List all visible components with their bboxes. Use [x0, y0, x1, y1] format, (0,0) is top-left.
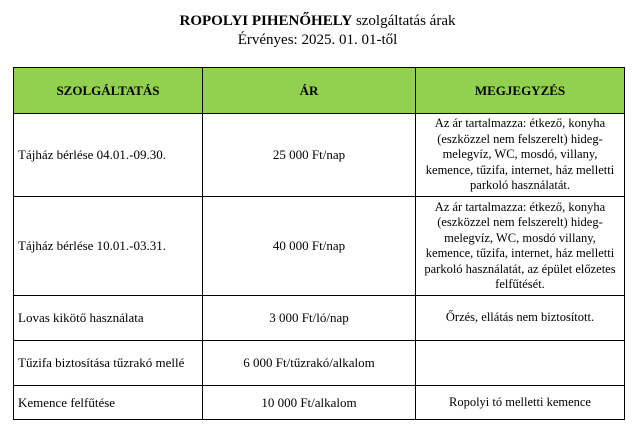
column-header-price: ÁR	[203, 68, 416, 114]
price-cell: 40 000 Ft/nap	[203, 197, 416, 296]
price-cell: 25 000 Ft/nap	[203, 114, 416, 197]
validity-date: Érvényes: 2025. 01. 01-től	[237, 32, 398, 48]
note-cell	[416, 341, 625, 386]
price-cell: 10 000 Ft/alkalom	[203, 386, 416, 420]
page-title-rest: szolgáltatás árak	[352, 13, 456, 29]
service-cell: Lovas kikötő használata	[14, 296, 203, 341]
page-title-bold: ROPOLYI PIHENŐHELY	[179, 13, 353, 29]
table-header-row	[14, 68, 625, 114]
note-cell: Ropolyi tó melletti kemence	[416, 386, 625, 420]
column-header-note: MEGJEGYZÉS	[416, 68, 625, 114]
table-row	[14, 296, 625, 341]
note-cell: Az ár tartalmazza: étkező, konyha (eszközzel nem felszerelt) hideg-melegvíz, WC, mosdó, villany, kemence, tűzifa, internet, ház melletti parkoló használatát.	[416, 114, 625, 197]
service-cell: Tájház bérlése 04.01.-09.30.	[14, 114, 203, 197]
column-header-service: SZOLGÁLTATÁS	[14, 68, 203, 114]
service-cell: Tájház bérlése 10.01.-03.31.	[14, 197, 203, 296]
note-cell: Az ár tartalmazza: étkező, konyha (eszközzel nem felszerelt) hideg-melegvíz, WC, mosdó villany, kemence, tűzifa, internet, ház melletti parkoló használatát, az épület előzetes felfűtését.	[416, 197, 625, 296]
table-row	[14, 114, 625, 197]
note-cell: Őrzés, ellátás nem biztosított.	[416, 296, 625, 341]
price-cell: 6 000 Ft/tűzrakó/alkalom	[203, 341, 416, 386]
table-row	[14, 386, 625, 420]
table-row	[14, 341, 625, 386]
table-row	[14, 197, 625, 296]
service-cell: Tűzifa biztosítása tűzrakó mellé	[14, 341, 203, 386]
page-title	[0, 12, 635, 30]
price-table	[13, 67, 625, 420]
service-cell: Kemence felfűtése	[14, 386, 203, 420]
price-cell: 3 000 Ft/ló/nap	[203, 296, 416, 341]
